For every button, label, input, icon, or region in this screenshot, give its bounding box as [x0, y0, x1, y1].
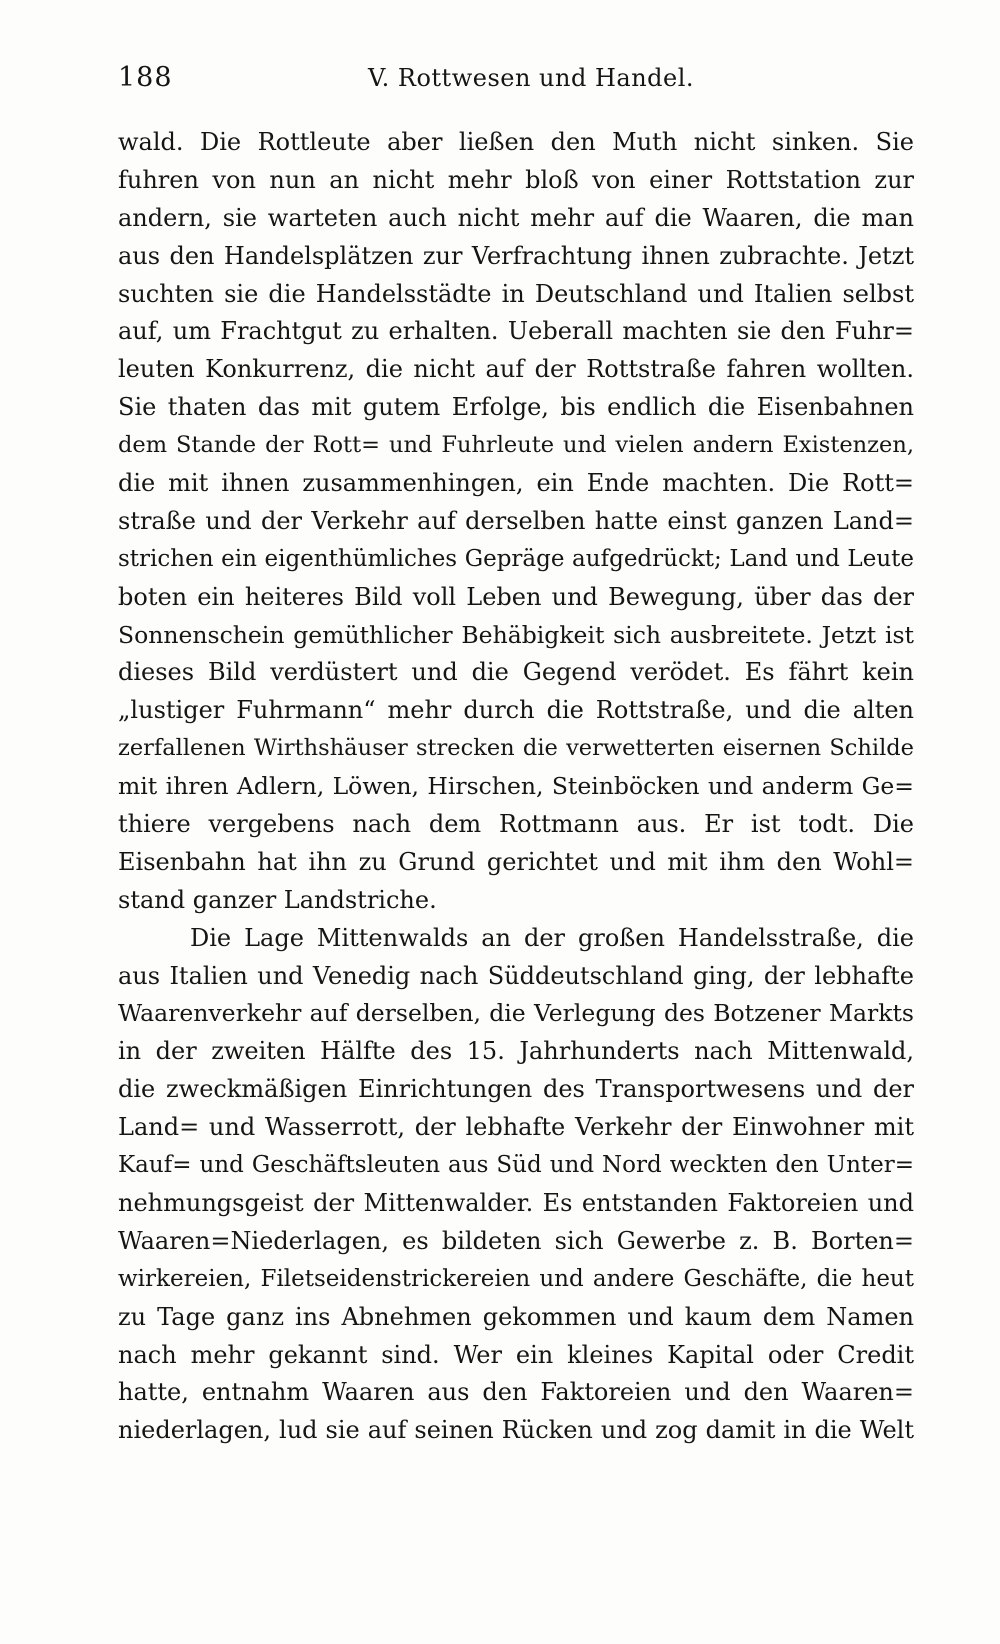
text-line: dem Stande der Rott= und Fuhrleute und vielen andern Existenzen, [118, 432, 914, 459]
page-number: 188 [118, 62, 173, 93]
text-line: Waarenverkehr auf derselben, die Verlegung des Botzener Markts [118, 999, 914, 1028]
text-line: Kauf= und Geschäftsleuten aus Süd und Nord weckten den Unter= [118, 1152, 914, 1179]
text-line: fuhren von nun an nicht mehr bloß von einer Rottstation zur [118, 165, 914, 194]
text-line: leuten Konkurrenz, die nicht auf der Rottstraße fahren wollten. [118, 355, 914, 384]
text-line: thiere vergebens nach dem Rottmann aus. Er ist todt. Die [118, 810, 914, 839]
text-line: nach mehr gekannt sind. Wer ein kleines Kapital oder Credit [118, 1340, 914, 1369]
running-head: V. Rottwesen und Handel. [368, 64, 695, 92]
text-line: „lustiger Fuhrmann“ mehr durch die Rottstraße, und die alten [118, 696, 914, 725]
text-line: Sonnenschein gemüthlicher Behäbigkeit sich ausbreitete. Jetzt ist [118, 620, 914, 649]
text-line: aus Italien und Venedig nach Süddeutschland ging, der lebhafte [118, 961, 914, 990]
text-line: in der zweiten Hälfte des 15. Jahrhunderts nach Mittenwald, [118, 1037, 914, 1066]
text-line: boten ein heiteres Bild voll Leben und Bewegung, über das der [118, 582, 914, 611]
text-line: mit ihren Adlern, Löwen, Hirschen, Steinböcken und anderm Ge= [118, 772, 914, 801]
text-line: wirkereien, Filetseidenstrickereien und andere Geschäfte, die heut [118, 1265, 914, 1292]
paragraph-start-line: Die Lage Mittenwalds an der großen Handelsstraße, die [190, 923, 914, 952]
text-line: dieses Bild verdüstert und die Gegend verödet. Es fährt kein [118, 658, 914, 687]
page-header [118, 62, 918, 102]
text-line: andern, sie warteten auch nicht mehr auf die Waaren, die man [118, 203, 914, 232]
text-line: wald. Die Rottleute aber ließen den Muth nicht sinken. Sie [118, 128, 914, 156]
text-line: nehmungsgeist der Mittenwalder. Es entstanden Faktoreien und [118, 1188, 914, 1217]
text-line: zerfallenen Wirthshäuser strecken die verwetterten eisernen Schilde [118, 735, 914, 762]
text-line: Eisenbahn hat ihn zu Grund gerichtet und mit ihm den Wohl= [118, 847, 914, 876]
text-line: zu Tage ganz ins Abnehmen gekommen und kaum dem Namen [118, 1302, 914, 1331]
text-line: Sie thaten das mit gutem Erfolge, bis endlich die Eisenbahnen [118, 393, 914, 422]
text-line: die zweckmäßigen Einrichtungen des Transportwesens und der [118, 1075, 914, 1104]
text-line: niederlagen, lud sie auf seinen Rücken und zog damit in die Welt [118, 1416, 914, 1445]
text-line: die mit ihnen zusammenhingen, ein Ende machten. Die Rott= [118, 469, 914, 498]
paragraph-end-line: stand ganzer Landstriche. [118, 885, 437, 914]
body-text [118, 124, 914, 1450]
text-line: auf, um Frachtgut zu erhalten. Ueberall machten sie den Fuhr= [118, 317, 914, 346]
text-line: straße und der Verkehr auf derselben hatte einst ganzen Land= [118, 506, 914, 535]
text-line: strichen ein eigenthümliches Gepräge aufgedrückt; Land und Leute [118, 545, 914, 572]
text-line: Waaren=Niederlagen, es bildeten sich Gewerbe z. B. Borten= [118, 1226, 914, 1255]
text-line: suchten sie die Handelsstädte in Deutschland und Italien selbst [118, 279, 914, 308]
text-line: hatte, entnahm Waaren aus den Faktoreien und den Waaren= [118, 1378, 914, 1407]
text-line: aus den Handelsplätzen zur Verfrachtung ihnen zubrachte. Jetzt [118, 241, 914, 270]
text-line: Land= und Wasserrott, der lebhafte Verkehr der Einwohner mit [118, 1113, 914, 1142]
